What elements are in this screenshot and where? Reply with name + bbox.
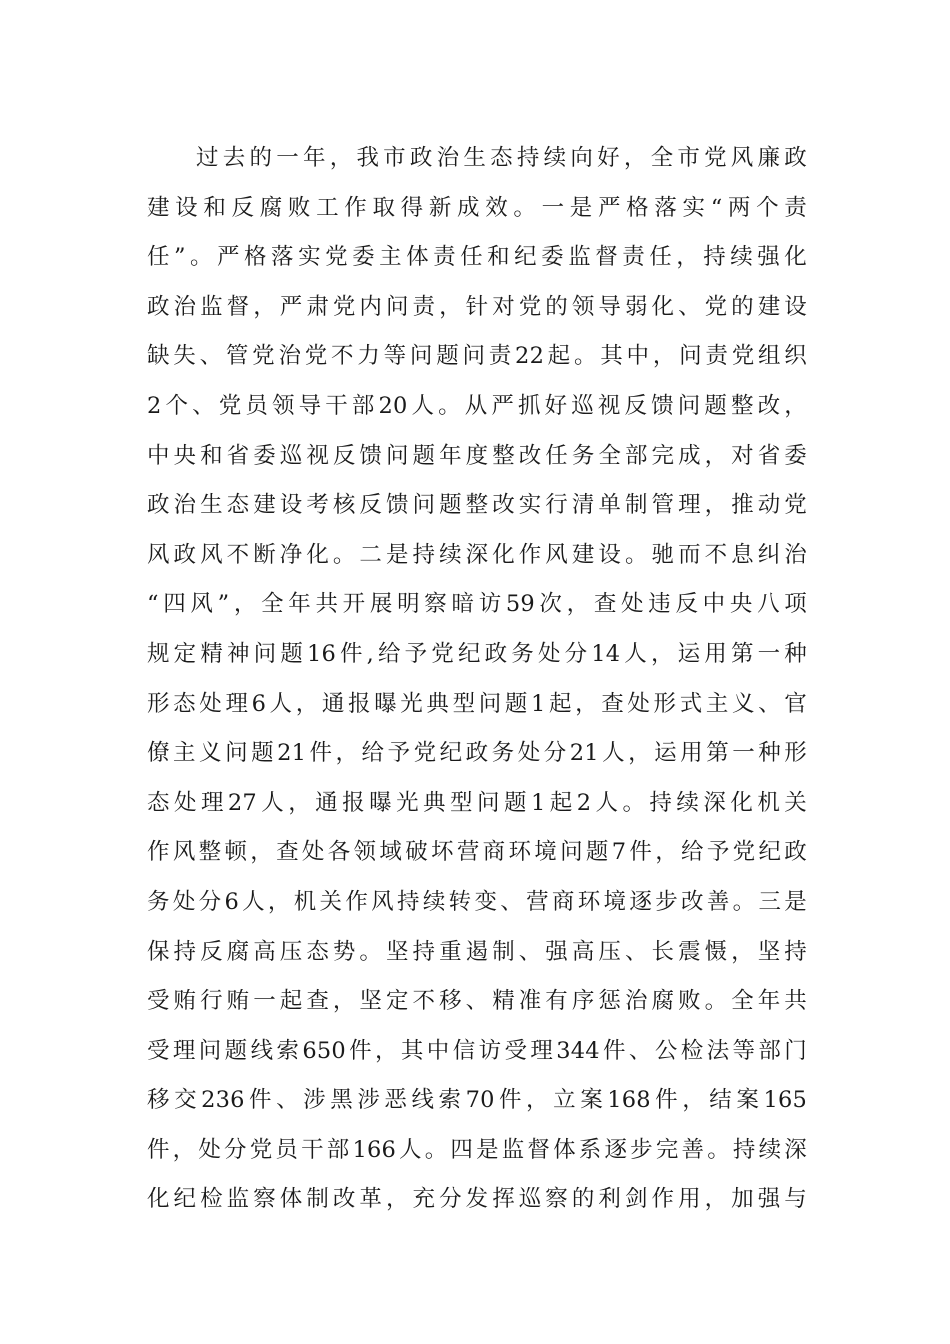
text-line: 政治监督，严肃党内问责，针对党的领导弱化、党的建设 — [147, 293, 807, 320]
text-line: 缺失、管党治党不力等问题问责22起。其中，问责党组织 — [147, 343, 807, 370]
text-line: 件，处分党员干部166人。四是监督体系逐步完善。持续深 — [147, 1136, 807, 1163]
text-line: 建设和反腐败工作取得新成效。一是严格落实“两个责 — [147, 194, 807, 221]
text-line: “四风”，全年共开展明察暗访59次，查处违反中央八项 — [147, 591, 807, 618]
text-line: 2个、党员领导干部20人。从严抓好巡视反馈问题整改， — [147, 392, 807, 419]
text-line: 政治生态建设考核反馈问题整改实行清单制管理，推动党 — [147, 492, 807, 519]
text-line: 保持反腐高压态势。坚持重遏制、强高压、长震慑，坚持 — [147, 938, 807, 965]
text-line: 受理问题线索650件，其中信访受理344件、公检法等部门 — [147, 1037, 807, 1064]
text-line: 形态处理6人，通报曝光典型问题1起，查处形式主义、官 — [147, 690, 807, 717]
text-line: 务处分6人，机关作风持续转变、营商环境逐步改善。三是 — [147, 888, 807, 915]
text-line: 受贿行贿一起查，坚定不移、精准有序惩治腐败。全年共 — [147, 988, 807, 1015]
text-line: 态处理27人，通报曝光典型问题1起2人。持续深化机关 — [147, 789, 807, 816]
text-line: 中央和省委巡视反馈问题年度整改任务全部完成，对省委 — [147, 442, 807, 469]
text-line: 任”。严格落实党委主体责任和纪委监督责任，持续强化 — [147, 244, 807, 271]
text-line: 化纪检监察体制改革，充分发挥巡察的利剑作用，加强与 — [147, 1186, 807, 1213]
text-line: 僚主义问题21件，给予党纪政务处分21人，运用第一种形 — [147, 740, 807, 767]
text-line: 过去的一年，我市政治生态持续向好，全市党风廉政 — [196, 145, 807, 171]
body-paragraph — [147, 134, 807, 1225]
text-line: 移交236件、涉黑涉恶线索70件，立案168件，结案165 — [147, 1087, 807, 1114]
text-line: 规定精神问题16件,给予党纪政务处分14人，运用第一种 — [147, 640, 807, 667]
text-line: 作风整顿，查处各领域破坏营商环境问题7件，给予党纪政 — [147, 839, 807, 866]
text-line: 风政风不断净化。二是持续深化作风建设。驰而不息纠治 — [147, 541, 807, 568]
